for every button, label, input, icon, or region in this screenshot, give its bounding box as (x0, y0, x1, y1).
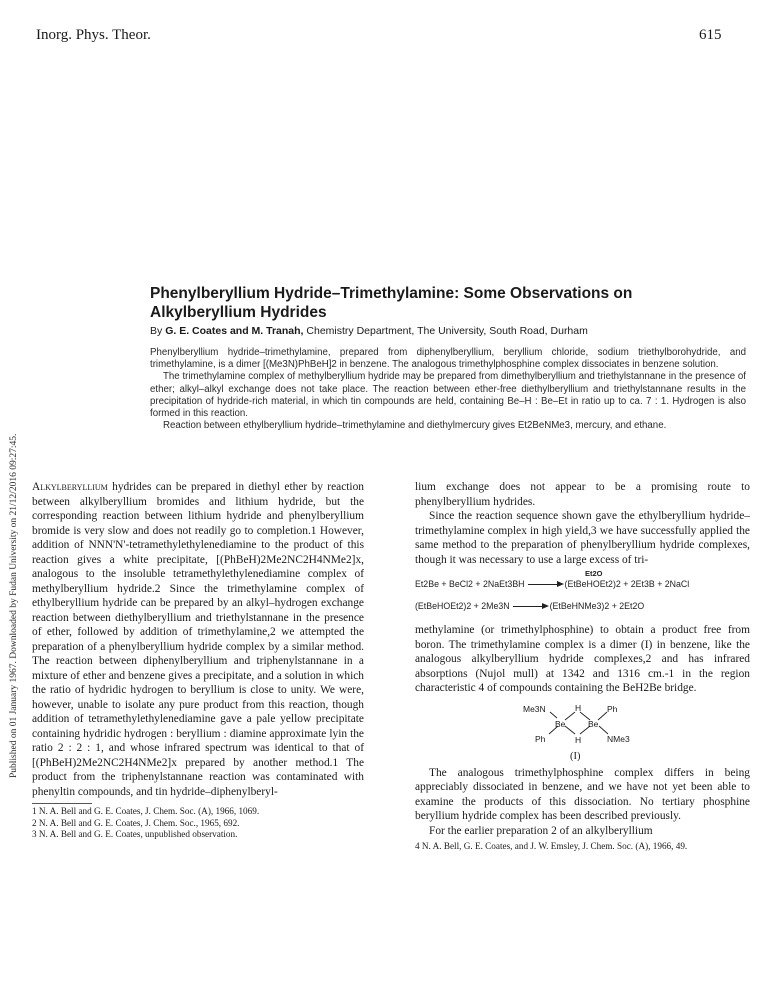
body-paragraph (32, 480, 364, 799)
body-paragraph: lium exchange does not appear to be a promising route to phenylberyllium hydrides. (415, 481, 750, 508)
me3n-label: Me3N (523, 703, 546, 714)
paragraph-text: hydrides can be prepared in diethyl ether by reaction between alkylberyllium bromides and lithium hydride, but the corresponding reaction between lithium hydride and phenylberyllium bromide is very slow and does not readily go to completion.1 However, addition of NNN'N'-tetramethylethylenediamine to the product of this reaction gives a white precipitate, [(PhBeH)2Me2NC2H4NMe2]x, analogous to the insoluble tetramethylethylenediamine complex of methylberyllium hydride.2 Since the trimethylamine complex of ethylberyllium hydride can be prepared by an alkyl–hydrogen exchange reaction between diethylberyllium and triethylstannane in the presence of ether, followed by addition of trimethylamine,2 we attempted the preparation of a phenylberyllium hydride complex by a similar method. The reaction between diphenylberyllium and triphenylstannane in a mixture of ether and benzene gives a precipitate, and a solution in which the ratio of hydridic hydrogen to beryllium is close to unity. We were, however, unable to isolate any pure product from this reaction, though addition of tetramethylethylenediamine gave a pale yellow precipitate containing hydridic hydrogen : beryllium : diamine approximate lyin the ratio 2 : 2 : 1, and whose infrared spectrum was identical to that of [(PhBeH)2Me2NC2H4NMe2]x prepared by another method.1 The product from the triphenylstannane reaction was contaminated with phenyltin compounds, and tin hydride–diphenylberyl- (32, 481, 364, 798)
body-paragraph: methylamine (or trimethylphosphine) to obtain a product free from boron. The trimethylamine complex is a dimer (I) in benzene, like the analogous alkylberyllium hydride complexes,2 and has infrared absorptions (Nujol mull) at 1342 and 1316 cm.-1 in the region characteristic 4 of compounds containing the BeH2Be bridge. (415, 624, 750, 694)
reaction-condition: Et2O (585, 569, 603, 578)
arrow-icon (528, 584, 562, 585)
hydride-bottom-label: H (575, 734, 582, 745)
eq1-reactants: Et2Be + BeCl2 + 2NaEt3BH (415, 579, 525, 589)
right-column (415, 480, 750, 853)
footnotes-right (415, 841, 750, 853)
footnote: 1 N. A. Bell and G. E. Coates, J. Chem. Soc. (A), 1966, 1069. (32, 806, 260, 816)
structure-bonds (415, 696, 750, 766)
abstract-paragraph: Reaction between ethylberyllium hydride–trimethylamine and diethylmercury gives Et2BeNMe3, mercury, and ethane. (163, 420, 667, 432)
structure-diagram (415, 696, 750, 766)
abstract-paragraph: The trimethylamine complex of methylberyllium hydride may be prepared from dimethylberyllium and triethylstannane in the presence of ether; alkyl–alkyl exchange does not take place. The reaction between ether-free diethylberyllium and triethylstannane results in the precipitation of hydride-rich material, in which tin compounds are held, containing Be–H : Be–Et in ratio up to ca. 7 : 1. Hydrogen is also formed in this reaction. (150, 371, 746, 420)
hydride-top-label: H (575, 702, 582, 713)
ph-right-label: Ph (607, 703, 618, 714)
footnote: 2 N. A. Bell and G. E. Coates, J. Chem. Soc., 1965, 692. (32, 817, 240, 828)
eq2-reactants: (EtBeHOEt2)2 + 2Me3N (415, 601, 510, 611)
abstract-paragraph: Phenylberyllium hydride–trimethylamine, prepared from diphenylberyllium, beryllium chloride, sodium triethylborohydride, and trimethylamine, is a dimer [(Me3N)PhBeH]2 in benzene. The analogous trimethylphosphine complex dissociates in benzene solution. (150, 347, 746, 371)
footnote: 4 N. A. Bell, G. E. Coates, and J. W. Emsley, J. Chem. Soc. (A), 1966, 49. (415, 841, 688, 851)
arrow-icon (513, 606, 547, 607)
affiliation: Chemistry Department, The University, South Road, Durham (306, 325, 588, 337)
left-column (32, 480, 364, 841)
byline (150, 325, 740, 337)
footnotes-left (32, 803, 364, 841)
body-paragraph: For the earlier preparation 2 of an alkylberyllium (429, 824, 653, 837)
be-left-label: Be (555, 718, 566, 729)
equation-1 (415, 577, 689, 592)
authors: G. E. Coates and M. Tranah, (165, 325, 304, 337)
eq1-products: (EtBeHOEt2)2 + 2Et3B + 2NaCl (564, 579, 690, 589)
body-paragraph: The analogous trimethylphosphine complex differs in being appreciably dissociated in benzene, and we have not yet been able to examine the products of this dissociation. No tertiary phosphine beryllium hydride complex has been described previously. (415, 766, 750, 822)
drop-word: Alkylberyllium (32, 481, 108, 493)
byline-prefix: By (150, 325, 163, 337)
be-right-label: Be (588, 718, 599, 729)
side-margin-note (4, 178, 26, 778)
running-head: Inorg. Phys. Theor. (36, 27, 151, 43)
footnote-rule (32, 803, 92, 804)
eq2-products: (EtBeHNMe3)2 + 2Et2O (549, 601, 645, 611)
nme3-label: NMe3 (607, 733, 630, 744)
compound-number: (I) (570, 750, 581, 762)
article-title: Phenylberyllium Hydride–Trimethylamine: Some Observations on Alkylberyllium Hydrides (150, 285, 633, 321)
abstract (150, 347, 746, 432)
page-number: 615 (699, 27, 722, 43)
equation-2 (415, 599, 644, 614)
ph-left-label: Ph (535, 733, 546, 744)
download-notice: Published on 01 January 1967. Downloaded by Fudan University on 21/12/2016 09:27:45. (9, 433, 19, 778)
body-paragraph: Since the reaction sequence shown gave the ethylberyllium hydride–trimethylamine complex in high yield,3 we have successfully applied the same method to the preparation of phenylberyllium hydride complexes, though it was necessary to use a large excess of tri- (415, 510, 750, 566)
reaction-equations (415, 567, 750, 623)
footnote: 3 N. A. Bell and G. E. Coates, unpublished observation. (32, 829, 238, 839)
